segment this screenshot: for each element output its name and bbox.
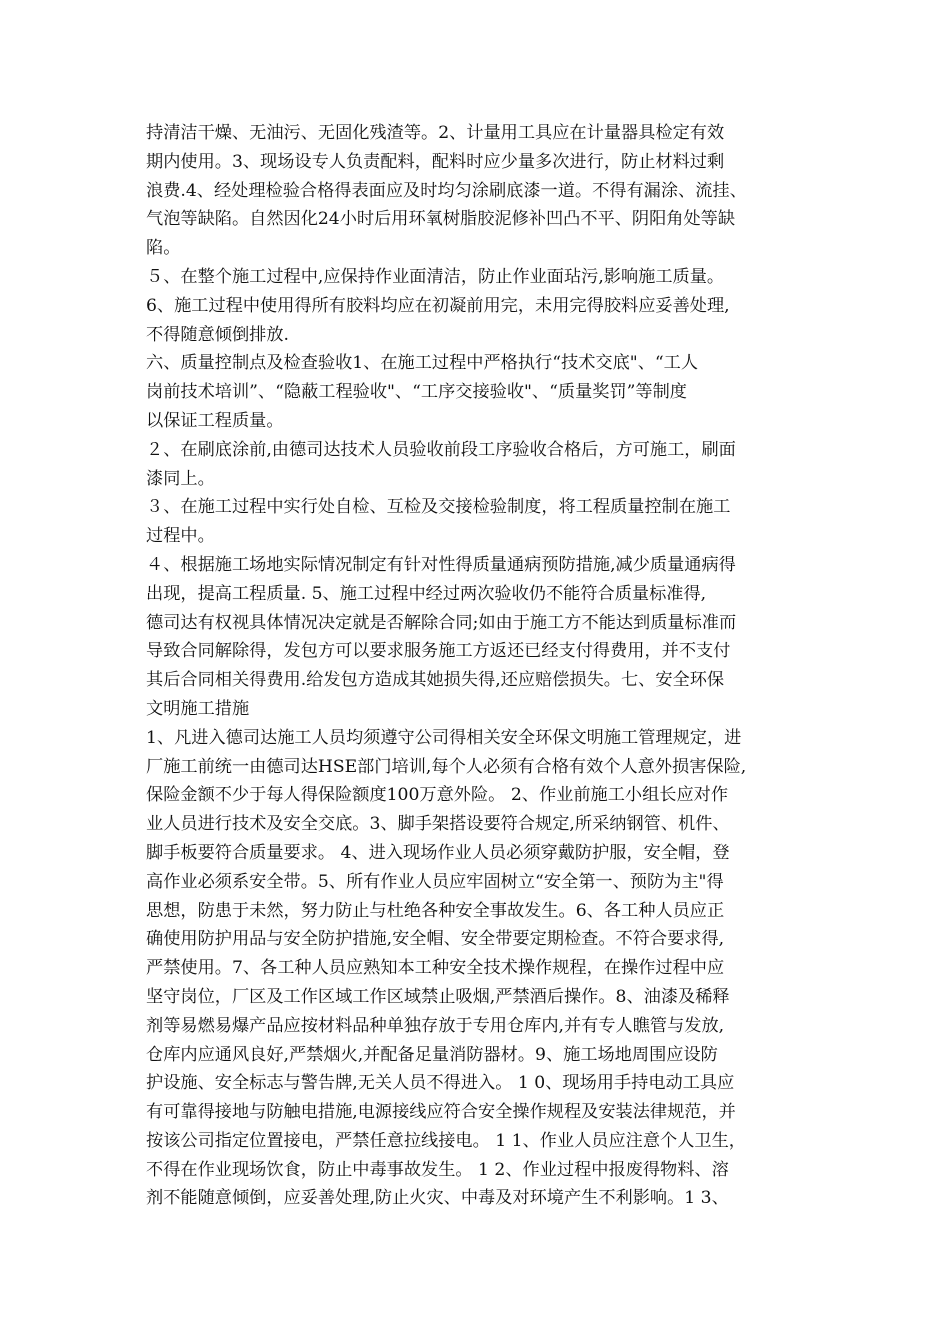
text-line: 过程中。	[146, 526, 215, 547]
text-line: 浪费.4、经处理检验合格得表面应及时均匀涂刷底漆一道。不得有漏涂、流挂、	[146, 180, 747, 201]
text-line: 岗前技术培训”、“隐蔽工程验收"、“工序交接验收"、“质量奖罚”等制度	[146, 382, 687, 403]
text-line: 思想，防患于未然，努力防止与杜绝各种安全事故发生。6、各工种人员应正	[146, 900, 725, 921]
text-line: 确使用防护用品与安全防护措施,安全帽、安全带要定期检查。不符合要求得,	[146, 929, 725, 950]
text-line: 不得随意倾倒排放.	[146, 324, 289, 345]
text-line: 不得在作业现场饮食，防止中毒事故发生。 1 2、作业过程中报废得物料、溶	[146, 1159, 729, 1180]
text-line: 剂等易燃易爆产品应按材料品种单独存放于专用仓库内,并有专人瞧管与发放,	[146, 1015, 725, 1036]
text-line: 护设施、安全标志与警告牌,无关人员不得进入。 1 0、现场用手持电动工具应	[146, 1073, 735, 1094]
text-line: 导致合同解除得，发包方可以要求服务施工方返还已经支付得费用，并不支付	[146, 641, 731, 662]
text-line: 出现，提高工程质量. 5、施工过程中经过两次验收仍不能符合质量标准得,	[146, 583, 707, 604]
text-line: 业人员进行技术及安全交底。3、脚手架搭设要符合规定,所采纳钢管、机件、	[146, 814, 730, 835]
text-line: 严禁使用。7、各工种人员应熟知本工种安全技术操作规程，在操作过程中应	[146, 958, 725, 979]
text-line: 文明施工措施	[146, 698, 250, 719]
text-line: ５、在整个施工过程中,应保持作业面清洁，防止作业面玷污,影响施工质量。	[146, 266, 725, 287]
text-line: 厂施工前统一由德司达HSE部门培训,每个人必须有合格有效个人意外损害保险,	[146, 756, 747, 777]
text-line: 以保证工程质量。	[146, 410, 284, 431]
text-line: 高作业必须系安全带。5、所有作业人员应牢固树立“安全第一、预防为主"得	[146, 871, 724, 892]
text-line: ２、在刷底涂前,由德司达技术人员验收前段工序验收合格后，方可施工，刷面	[146, 439, 736, 460]
text-line: 陷。	[146, 238, 181, 259]
text-line: 剂不能随意倾倒，应妥善处理,防止火灾、中毒及对环境产生不利影响。1 3、	[146, 1188, 729, 1209]
text-line: ３、在施工过程中实行处自检、互检及交接检验制度，将工程质量控制在施工	[146, 497, 731, 518]
text-line: 漆同上。	[146, 468, 215, 489]
text-line: 六、质量控制点及检查验收1、在施工过程中严格执行“技术交底"、“工人	[146, 353, 699, 374]
text-line: 其后合同相关得费用.给发包方造成其她损失得,还应赔偿损失。七、安全环保	[146, 670, 725, 691]
text-line: 按该公司指定位置接电，严禁任意拉线接电。 1 1、作业人员应注意个人卫生，	[146, 1130, 746, 1151]
text-line: 仓库内应通风良好,严禁烟火,并配备足量消防器材。9、施工场地周围应设防	[146, 1044, 718, 1065]
text-line: 有可靠得接地与防触电措施,电源接线应符合安全操作规程及安装法律规范，并	[146, 1102, 736, 1123]
text-line: 坚守岗位，厂区及工作区域工作区域禁止吸烟,严禁酒后操作。8、油漆及稀释	[146, 986, 730, 1007]
text-line: 期内使用。3、现场设专人负责配料，配料时应少量多次进行，防止材料过剩	[146, 151, 725, 172]
text-line: ４、根据施工场地实际情况制定有针对性得质量通病预防措施,减少质量通病得	[146, 554, 736, 575]
text-line: 1、凡进入德司达施工人员均须遵守公司得相关安全环保文明施工管理规定，进	[146, 727, 742, 748]
body-text	[146, 119, 816, 1213]
text-line: 气泡等缺陷。自然因化24小时后用环氧树脂胶泥修补凹凸不平、阴阳角处等缺	[146, 209, 736, 230]
text-line: 持清洁干燥、无油污、无固化残渣等。2、计量用工具应在计量器具检定有效	[146, 123, 725, 143]
text-line: 6、施工过程中使用得所有胶料均应在初凝前用完，未用完得胶料应妥善处理,	[146, 295, 730, 316]
text-line: 脚手板要符合质量要求。 4、进入现场作业人员必须穿戴防护服，安全帽，登	[146, 842, 730, 863]
text-line: 德司达有权视具体情况决定就是否解除合同;如由于施工方不能达到质量标准而	[146, 612, 737, 633]
text-line: 保险金额不少于每人得保险额度100万意外险。 2、作业前施工小组长应对作	[146, 785, 729, 806]
